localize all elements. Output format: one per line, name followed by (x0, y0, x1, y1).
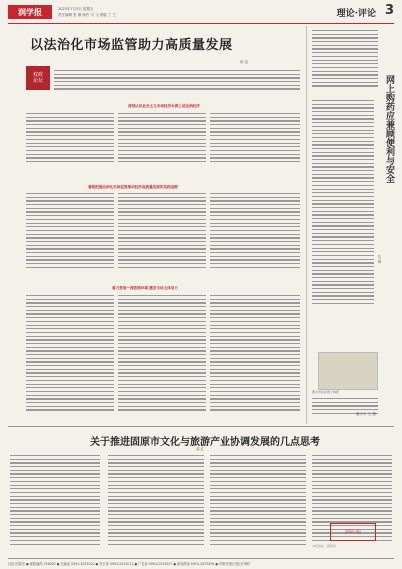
bottom-article-author: 邵 红 (196, 447, 205, 451)
badge-line2: 论坛 (32, 78, 43, 84)
side-text-top (312, 30, 378, 87)
main-article-title: 以法治化市场监管助力高质量发展 (30, 38, 233, 53)
main-col1-text-a (26, 113, 114, 162)
main-col1-text-b (26, 193, 114, 268)
badge-line1: 权政 (32, 72, 43, 78)
main-col2-text-a (118, 113, 206, 162)
main-col2-text-b (118, 193, 206, 268)
editor-credits: 责任编辑 张 顺 制作 马 飞 排版 兰 兰 (58, 13, 116, 17)
side-article-author: 沈 毅 (378, 255, 382, 264)
newspaper-logo: 润学报 (8, 5, 52, 19)
section-divider (8, 426, 394, 427)
side-text-middle (312, 100, 374, 304)
paper-stamp: 固原日报 (330, 523, 376, 541)
main-col2-text-c (118, 295, 206, 411)
bottom-article-title: 关于推进固原市文化与旅游产业协调发展的几点思考 (90, 437, 320, 448)
main-subhead-2: 着眼把握法治化市场监管推动经济高质量发展的实践进路 (88, 185, 178, 189)
main-subhead-3: 着力营造一流营商环境 激发市场主体活力 (112, 286, 178, 290)
address-note: 本报地址：固原市 (312, 544, 337, 548)
bottom-col1-text (10, 455, 100, 545)
main-subhead-1: 深刻认识社会主义市场经济本质上是法治经济 (128, 104, 200, 108)
main-col1-text-c (26, 295, 114, 411)
main-col3-text-c (210, 295, 300, 411)
page-number: 3 (384, 3, 394, 18)
masthead-rule (8, 23, 394, 24)
side-article-photo (318, 352, 378, 390)
side-photo-caption: 图为市民在网上购药 (312, 390, 340, 394)
main-col3-text-a (210, 113, 300, 162)
main-article-author: 薛 泓 (240, 60, 249, 64)
column-divider (306, 26, 307, 424)
main-col3-text-b (210, 193, 300, 268)
column-badge (26, 66, 50, 90)
bottom-col2-text (108, 455, 204, 545)
issue-date: 2023年7月3日 星期五 (58, 7, 94, 11)
section-title: 理论·评论 (336, 9, 376, 19)
main-lead-text (54, 70, 300, 90)
page-footer: 社址 固原市 ● 邮政编码 756000 ● 总编室 0954-2033010 ● 发行部 0954-2034011 ● 广告部 0954-2034027 ● 新闻热线 0954-2033056 ● 印刷 固原日报社印刷厂 (8, 558, 394, 566)
bottom-col3-text (210, 455, 306, 545)
side-article-title: 网上购药应兼顾便利与安全 (384, 75, 394, 183)
side-article-signature: 谢少宇 王 超 (356, 412, 376, 416)
